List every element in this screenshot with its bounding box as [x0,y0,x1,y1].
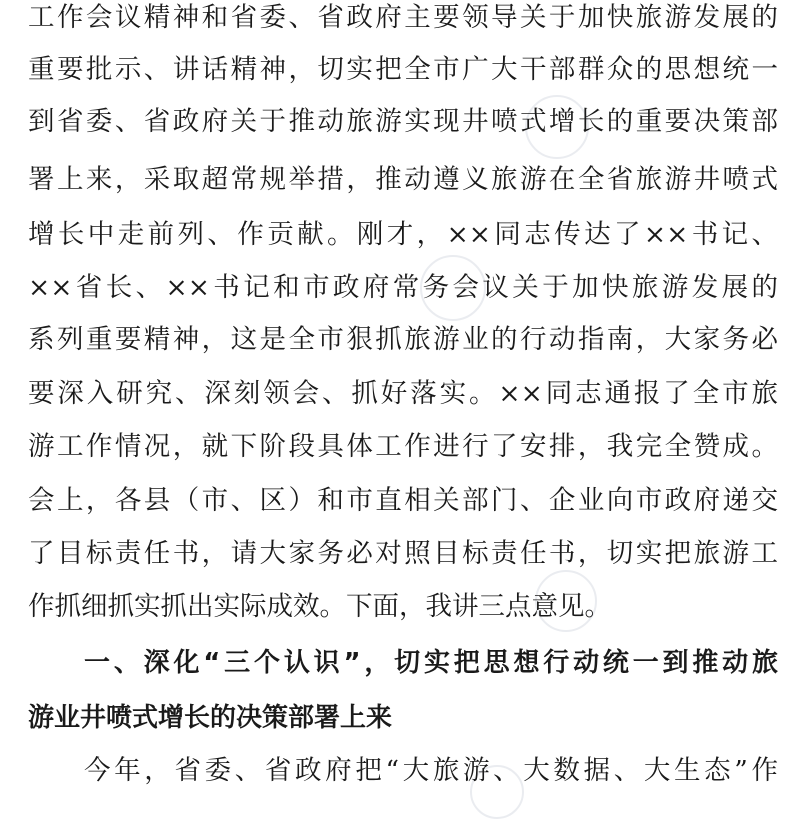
paragraph-line: 增长中走前列、作贡献。刚才，××同志传达了××书记、 [28,219,778,250]
paragraph-line: ××省长、××书记和市政府常务会议关于加快旅游发展的 [28,272,778,303]
paragraph-line: 要深入研究、深刻领会、抓好落实。××同志通报了全市旅 [28,378,778,409]
paragraph-line: 到省委、省政府关于推动旅游实现井喷式增长的重要决策部 [28,106,778,137]
paragraph-line: 署上来，采取超常规举措，推动遵义旅游在全省旅游井喷式 [28,164,778,195]
section-heading-line: 游业井喷式增长的决策部署上来 [28,703,393,733]
section-heading-line: 一、深化“三个认识”，切实把思想行动统一到推动旅 [84,648,778,678]
paragraph-line: 工作会议精神和省委、省政府主要领导关于加快旅游发展的 [28,2,778,33]
paragraph-line: 会上，各县（市、区）和市直相关部门、企业向市政府递交 [28,485,778,516]
paragraph-line: 游工作情况，就下阶段具体工作进行了安排，我完全赞成。 [28,431,778,462]
paragraph-line: 作抓细抓实抓出实际成效。下面，我讲三点意见。 [28,591,611,622]
paragraph-line: 系列重要精神，这是全市狠抓旅游业的行动指南，大家务必 [28,324,778,355]
paragraph-line: 了目标责任书，请大家务必对照目标责任书，切实把旅游工 [28,538,778,569]
paragraph-line: 重要批示、讲话精神，切实把全市广大干部群众的思想统一 [28,54,778,85]
paragraph-line: 今年，省委、省政府把“大旅游、大数据、大生态”作 [84,755,778,786]
